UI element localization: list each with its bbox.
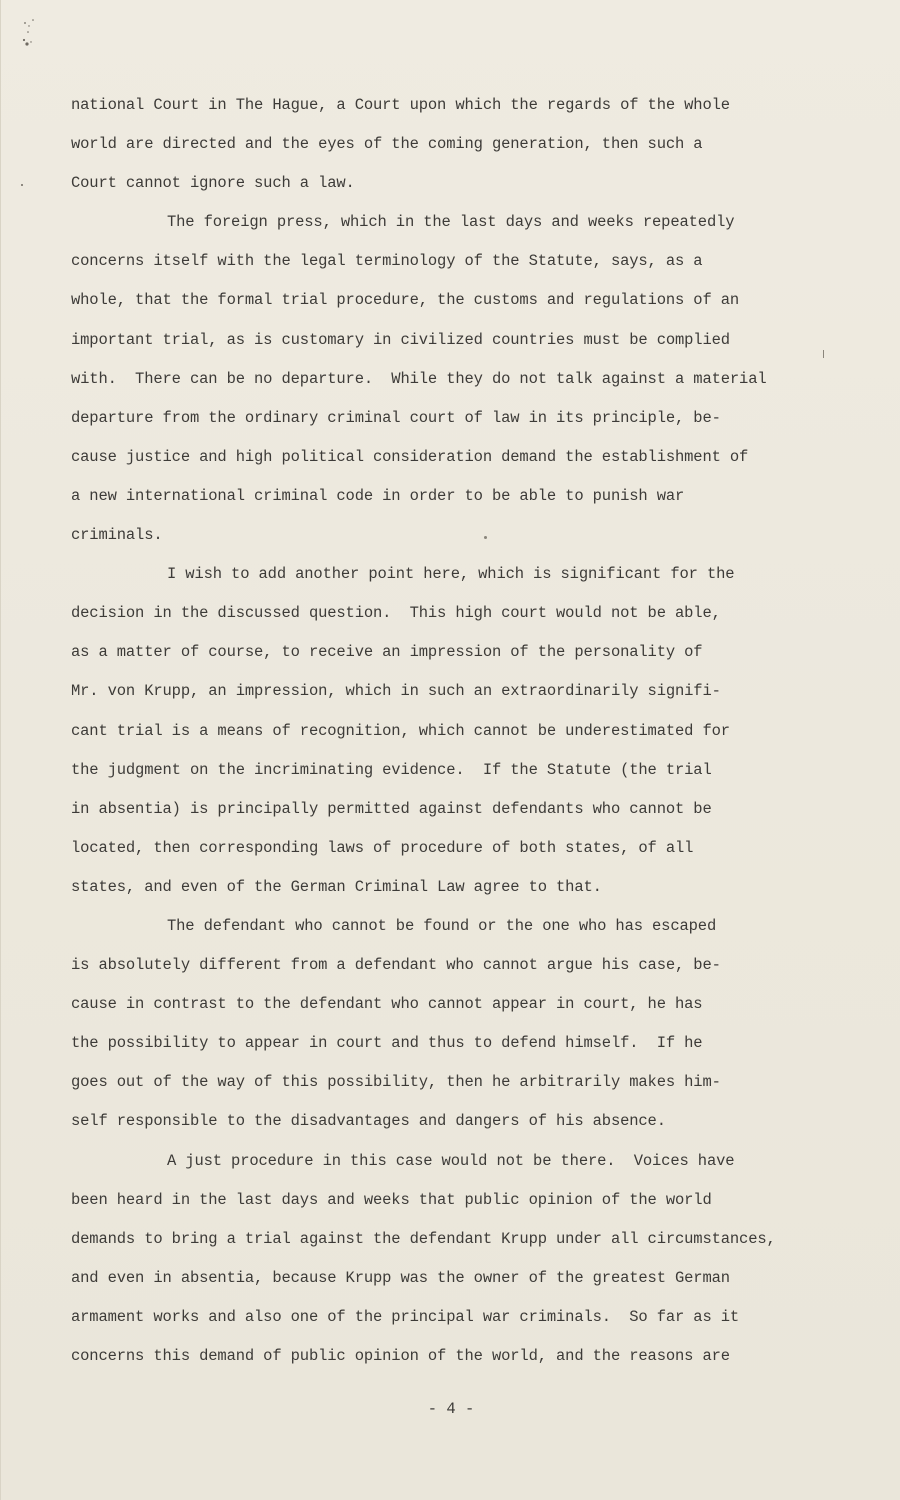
typed-text-body — [71, 86, 841, 1376]
text-line: with. There can be no departure. While they do not talk against a material — [71, 369, 767, 388]
text-line: the possibility to appear in court and thus to defend himself. If he — [71, 1034, 703, 1053]
text-line: important trial, as is customary in civilized countries must be complied — [71, 330, 730, 349]
text-line: criminals. — [71, 526, 163, 545]
text-line: whole, that the formal trial procedure, the customs and regulations of an — [71, 291, 740, 310]
text-line: demands to bring a trial against the defendant Krupp under all circumstances, — [71, 1229, 776, 1248]
paragraph-first-line: A just procedure in this case would not be there. Voices have — [167, 1151, 735, 1170]
text-line: decision in the discussed question. This high court would not be able, — [71, 604, 721, 623]
text-line: concerns this demand of public opinion of the world, and the reasons are — [71, 1347, 730, 1365]
text-line: located, then corresponding laws of procedure of both states, of all — [71, 838, 694, 857]
text-line: cant trial is a means of recognition, which cannot be underestimated for — [71, 721, 730, 740]
paragraph-first-line: The foreign press, which in the last days and weeks repeatedly — [167, 213, 735, 232]
text-line: Court cannot ignore such a law. — [71, 174, 355, 193]
text-line: and even in absentia, because Krupp was the owner of the greatest German — [71, 1268, 730, 1287]
text-line: a new international criminal code in order to be able to punish war — [71, 486, 685, 505]
paragraph-first-line: I wish to add another point here, which is significant for the — [167, 565, 735, 584]
text-line: the judgment on the incriminating evidence. If the Statute (the trial — [71, 760, 712, 779]
text-line: is absolutely different from a defendant who cannot argue his case, be- — [71, 956, 721, 975]
text-line: cause justice and high political consideration demand the establishment of — [71, 447, 749, 466]
text-line: states, and even of the German Criminal Law agree to that. — [71, 877, 602, 896]
margin-speck-dots — [21, 19, 34, 186]
text-line: been heard in the last days and weeks that public opinion of the world — [71, 1190, 712, 1209]
text-line: departure from the ordinary criminal court of law in its principle, be- — [71, 408, 721, 427]
paper-speck — [823, 350, 824, 358]
text-line: national Court in The Hague, a Court upon which the regards of the whole — [71, 96, 730, 114]
text-line: cause in contrast to the defendant who cannot appear in court, he has — [71, 995, 703, 1014]
text-line: world are directed and the eyes of the coming generation, then such a — [71, 135, 703, 154]
text-line: in absentia) is principally permitted against defendants who cannot be — [71, 799, 712, 818]
text-line: goes out of the way of this possibility, then he arbitrarily makes him- — [71, 1073, 721, 1092]
paragraph-first-line: The defendant who cannot be found or the one who has escaped — [167, 916, 717, 935]
text-line: armament works and also one of the principal war criminals. So far as it — [71, 1307, 740, 1326]
text-line: as a matter of course, to receive an impression of the personality of — [71, 643, 703, 662]
text-line: self responsible to the disadvantages and dangers of his absence. — [71, 1112, 666, 1131]
paper-speck — [484, 536, 487, 539]
page-number: - 4 - — [427, 1400, 475, 1418]
text-line: Mr. von Krupp, an impression, which in such an extraordinarily signifi- — [71, 682, 721, 701]
text-line: concerns itself with the legal terminology of the Statute, says, as a — [71, 252, 703, 271]
margin-marks — [19, 14, 49, 204]
